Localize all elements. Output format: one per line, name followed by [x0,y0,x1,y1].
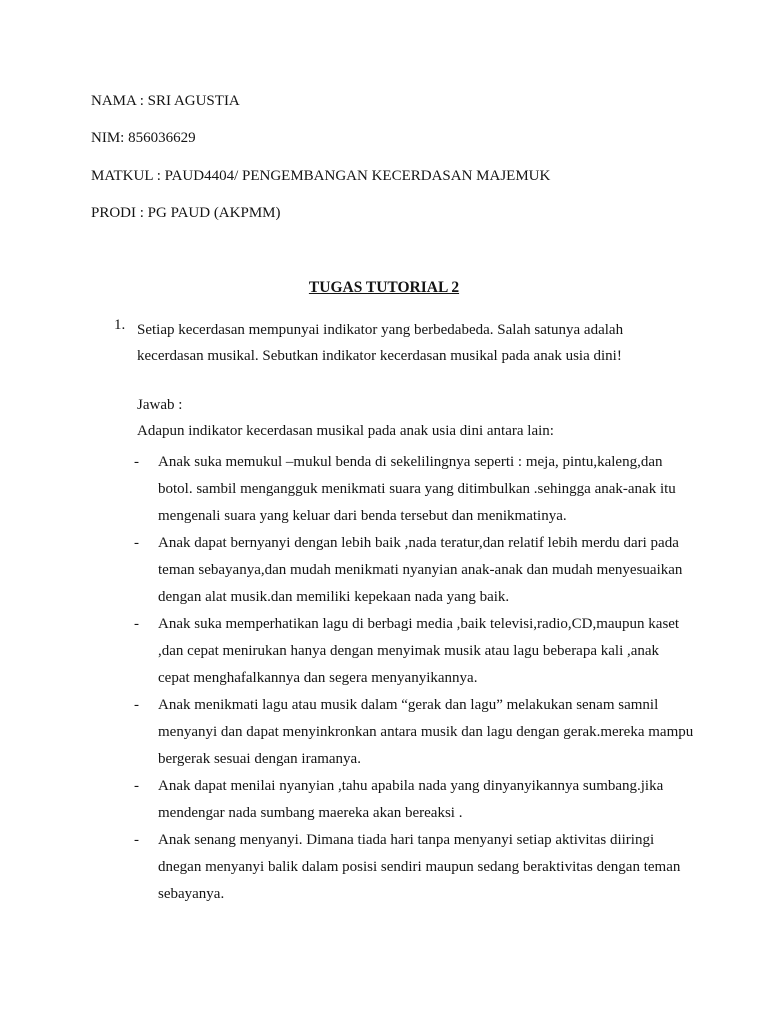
list-item-text: Anak menikmati lagu atau musik dalam “gerak dan lagu” melakukan senam samnil menyanyi dan dapat menyinkronkan antara musik dan lagu dengan gerak.mereka mampu bergerak sesuai dengan iramanya. [158,697,694,767]
list-item [134,827,694,908]
bullet-dash: - [134,832,139,848]
list-item [134,530,694,611]
bullet-dash: - [134,454,139,470]
bullet-dash: - [134,535,139,551]
list-item [134,449,694,530]
bullet-dash: - [134,616,139,632]
question-text: Setiap kecerdasan mempunyai indikator yang berbedabeda. Salah satunya adalah kecerdasan musikal. Sebutkan indikator kecerdasan musikal pada anak usia dini! [137,322,624,364]
answer-intro: Adapun indikator kecerdasan musikal pada anak usia dini antara lain: [137,423,554,439]
question-number: 1. [114,317,126,333]
list-item-text: Anak suka memukul –mukul benda di sekelilingnya seperti : meja, pintu,kaleng,dan botol. sambil mengangguk menikmati suara yang ditimbulkan .sehingga anak-anak itu mengenali suara yang keluar dari benda tersebut dan menikmatinya. [158,454,676,524]
list-item [134,773,694,827]
document-title: TUGAS TUTORIAL 2 [308,279,460,296]
list-item-text: Anak dapat menilai nyanyian ,tahu apabila nada yang dinyanyikannya sumbang.jika mendengar nada sumbang maereka akan bereaksi . [158,778,664,821]
list-item-text: Anak suka memperhatikan lagu di berbagi media ,baik televisi,radio,CD,maupun kaset ,dan cepat menirukan hanya dengan menyimak musik atau lagu beberapa kali ,anak cepat menghafalkannya dan segera menyanyikannya. [158,616,680,686]
study-program: PRODI : PG PAUD (AKPMM) [91,205,281,221]
list-item-text: Anak dapat bernyanyi dengan lebih baik ,nada teratur,dan relatif lebih merdu dari pada teman sebayanya,dan mudah menikmati nyanyian anak-anak dan mudah menyesuaikan dengan alat musik.dan memiliki kepekaan nada yang baik. [158,535,683,605]
student-name: NAMA : SRI AGUSTIA [91,93,240,109]
course-name: MATKUL : PAUD4404/ PENGEMBANGAN KECERDASAN MAJEMUK [91,168,551,184]
student-nim: NIM: 856036629 [91,130,196,146]
answer-label: Jawab : [137,397,183,413]
list-item [134,611,694,692]
indicator-list [134,449,694,908]
bullet-dash: - [134,778,139,794]
list-item-text: Anak senang menyanyi. Dimana tiada hari tanpa menyanyi setiap aktivitas diiringi dnegan menyanyi balik dalam posisi sendiri maupun sedang beraktivitas dengan teman sebayanya. [158,832,681,902]
list-item [134,692,694,773]
bullet-dash: - [134,697,139,713]
